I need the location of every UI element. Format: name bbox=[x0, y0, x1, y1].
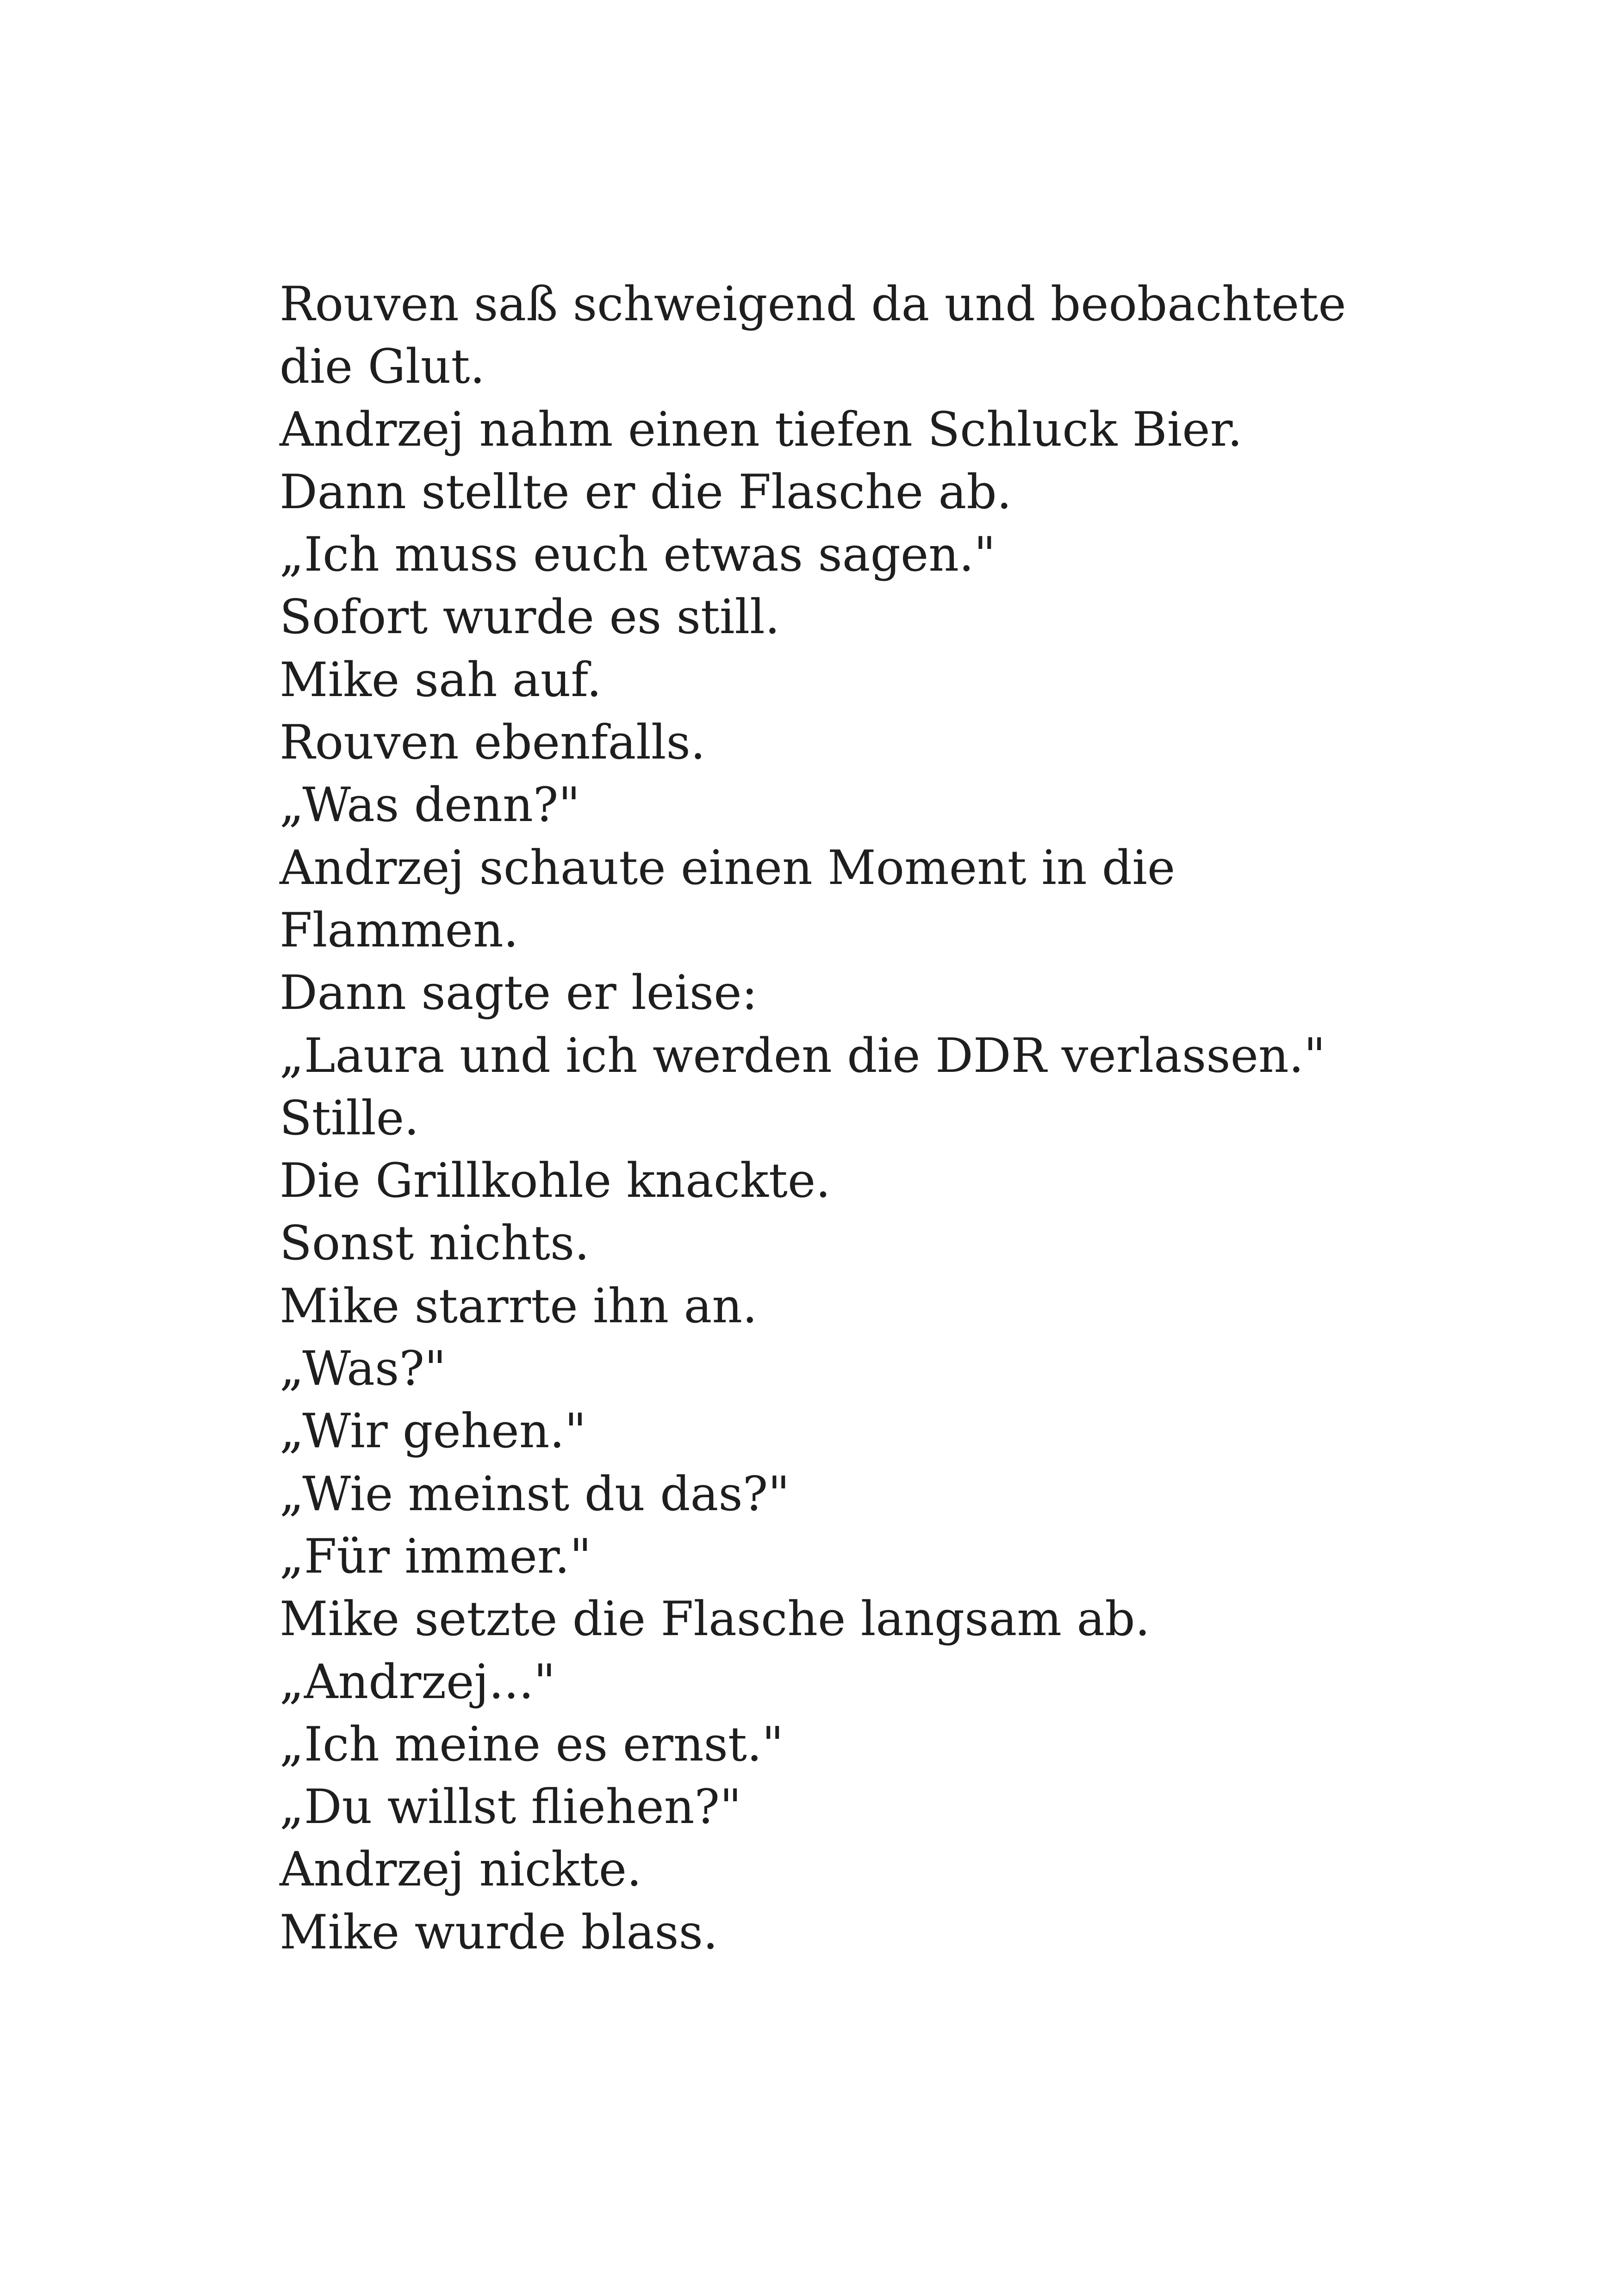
text-line: Mike setzte die Flasche langsam ab. bbox=[280, 1592, 1150, 1647]
text-line: Rouven saß schweigend da und beobachtete bbox=[280, 277, 1346, 332]
text-line: Mike sah auf. bbox=[280, 652, 602, 708]
text-line: Sofort wurde es still. bbox=[280, 590, 780, 645]
text-line: Dann sagte er leise: bbox=[280, 965, 758, 1021]
text-line: Rouven ebenfalls. bbox=[280, 715, 706, 771]
text-line: Dann stellte er die Flasche ab. bbox=[280, 464, 1012, 520]
text-line: „Andrzej..." bbox=[280, 1654, 556, 1710]
text-line: Andrzej schaute einen Moment in die bbox=[280, 840, 1176, 896]
text-line: „Laura und ich werden die DDR verlassen." bbox=[280, 1028, 1326, 1083]
text-line: Andrzej nickte. bbox=[280, 1842, 642, 1898]
text-line: „Ich muss euch etwas sagen." bbox=[280, 527, 996, 583]
text-line: Sonst nichts. bbox=[280, 1216, 590, 1271]
text-line: „Du willst fliehen?" bbox=[280, 1780, 742, 1835]
text-line: „Wir gehen." bbox=[280, 1404, 586, 1459]
text-line: „Was?" bbox=[280, 1341, 446, 1397]
text-line: Stille. bbox=[280, 1090, 419, 1146]
text-line: „Wie meinst du das?" bbox=[280, 1466, 790, 1522]
text-line: Mike wurde blass. bbox=[280, 1904, 718, 1960]
body-text bbox=[280, 273, 1437, 1964]
text-line: Andrzej nahm einen tiefen Schluck Bier. bbox=[280, 402, 1243, 457]
text-line: „Was denn?" bbox=[280, 778, 580, 833]
text-line: Mike starrte ihn an. bbox=[280, 1278, 758, 1334]
text-line: „Ich meine es ernst." bbox=[280, 1717, 784, 1772]
text-line: die Glut. bbox=[280, 339, 485, 395]
text-line: „Für immer." bbox=[280, 1529, 591, 1584]
text-line: Die Grillkohle knackte. bbox=[280, 1153, 831, 1209]
text-line: Flammen. bbox=[280, 902, 519, 958]
